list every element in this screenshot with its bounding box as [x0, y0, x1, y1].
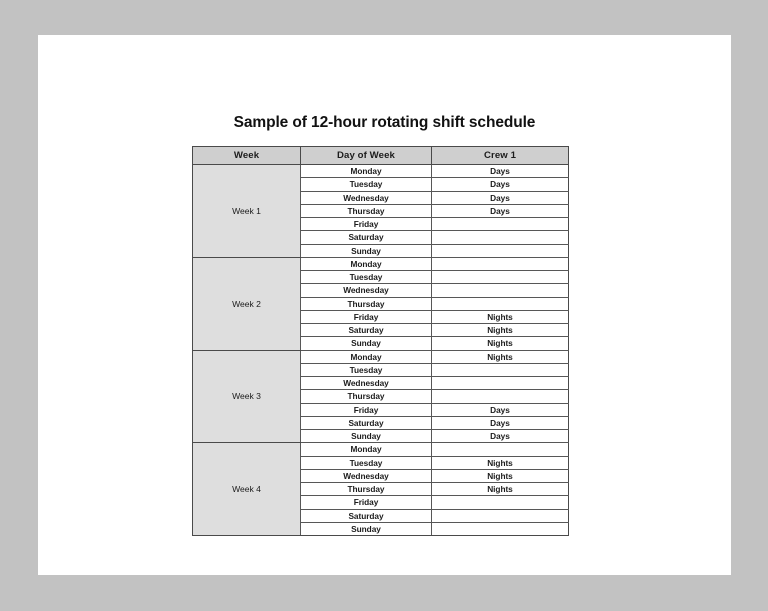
column-header-day-of-week: Day of Week — [301, 147, 432, 165]
day-of-week-cell: Monday — [301, 257, 432, 270]
day-of-week-cell: Thursday — [301, 483, 432, 496]
day-of-week-cell: Thursday — [301, 390, 432, 403]
week-label-cell: Week 1 — [193, 165, 301, 258]
crew-shift-cell: Nights — [432, 456, 569, 469]
crew-shift-cell: Days — [432, 178, 569, 191]
crew-shift-cell — [432, 522, 569, 535]
day-of-week-cell: Friday — [301, 496, 432, 509]
day-of-week-cell: Tuesday — [301, 363, 432, 376]
table-row — [193, 350, 569, 363]
crew-shift-cell — [432, 377, 569, 390]
day-of-week-cell: Saturday — [301, 416, 432, 429]
table-header-row — [193, 147, 569, 165]
crew-shift-cell: Days — [432, 430, 569, 443]
crew-shift-cell — [432, 496, 569, 509]
day-of-week-cell: Tuesday — [301, 178, 432, 191]
crew-shift-cell — [432, 257, 569, 270]
day-of-week-cell: Tuesday — [301, 456, 432, 469]
crew-shift-cell: Nights — [432, 337, 569, 350]
day-of-week-cell: Sunday — [301, 337, 432, 350]
day-of-week-cell: Wednesday — [301, 377, 432, 390]
week-label-cell: Week 4 — [193, 443, 301, 536]
day-of-week-cell: Saturday — [301, 231, 432, 244]
column-header-week: Week — [193, 147, 301, 165]
document-page — [38, 35, 731, 575]
shift-schedule-table — [192, 146, 569, 536]
column-header-crew-1: Crew 1 — [432, 147, 569, 165]
day-of-week-cell: Sunday — [301, 522, 432, 535]
crew-shift-cell: Days — [432, 403, 569, 416]
crew-shift-cell — [432, 284, 569, 297]
day-of-week-cell: Saturday — [301, 509, 432, 522]
crew-shift-cell — [432, 218, 569, 231]
crew-shift-cell — [432, 231, 569, 244]
table-header — [193, 147, 569, 165]
crew-shift-cell: Nights — [432, 324, 569, 337]
day-of-week-cell: Thursday — [301, 297, 432, 310]
crew-shift-cell: Days — [432, 191, 569, 204]
crew-shift-cell — [432, 390, 569, 403]
day-of-week-cell: Monday — [301, 443, 432, 456]
table-row — [193, 257, 569, 270]
crew-shift-cell: Nights — [432, 483, 569, 496]
day-of-week-cell: Wednesday — [301, 469, 432, 482]
week-label-cell: Week 3 — [193, 350, 301, 443]
crew-shift-cell: Days — [432, 204, 569, 217]
crew-shift-cell — [432, 297, 569, 310]
day-of-week-cell: Sunday — [301, 244, 432, 257]
day-of-week-cell: Wednesday — [301, 191, 432, 204]
day-of-week-cell: Thursday — [301, 204, 432, 217]
crew-shift-cell: Nights — [432, 310, 569, 323]
page-title: Sample of 12-hour rotating shift schedule — [233, 114, 536, 131]
crew-shift-cell — [432, 244, 569, 257]
crew-shift-cell — [432, 443, 569, 456]
table-row — [193, 165, 569, 178]
day-of-week-cell: Tuesday — [301, 271, 432, 284]
crew-shift-cell: Days — [432, 416, 569, 429]
crew-shift-cell — [432, 363, 569, 376]
day-of-week-cell: Saturday — [301, 324, 432, 337]
day-of-week-cell: Friday — [301, 403, 432, 416]
table-body — [193, 165, 569, 536]
crew-shift-cell: Nights — [432, 350, 569, 363]
table-row — [193, 443, 569, 456]
week-label-cell: Week 2 — [193, 257, 301, 350]
crew-shift-cell: Nights — [432, 469, 569, 482]
crew-shift-cell — [432, 509, 569, 522]
day-of-week-cell: Monday — [301, 165, 432, 178]
crew-shift-cell: Days — [432, 165, 569, 178]
day-of-week-cell: Friday — [301, 218, 432, 231]
crew-shift-cell — [432, 271, 569, 284]
day-of-week-cell: Sunday — [301, 430, 432, 443]
day-of-week-cell: Wednesday — [301, 284, 432, 297]
day-of-week-cell: Monday — [301, 350, 432, 363]
day-of-week-cell: Friday — [301, 310, 432, 323]
